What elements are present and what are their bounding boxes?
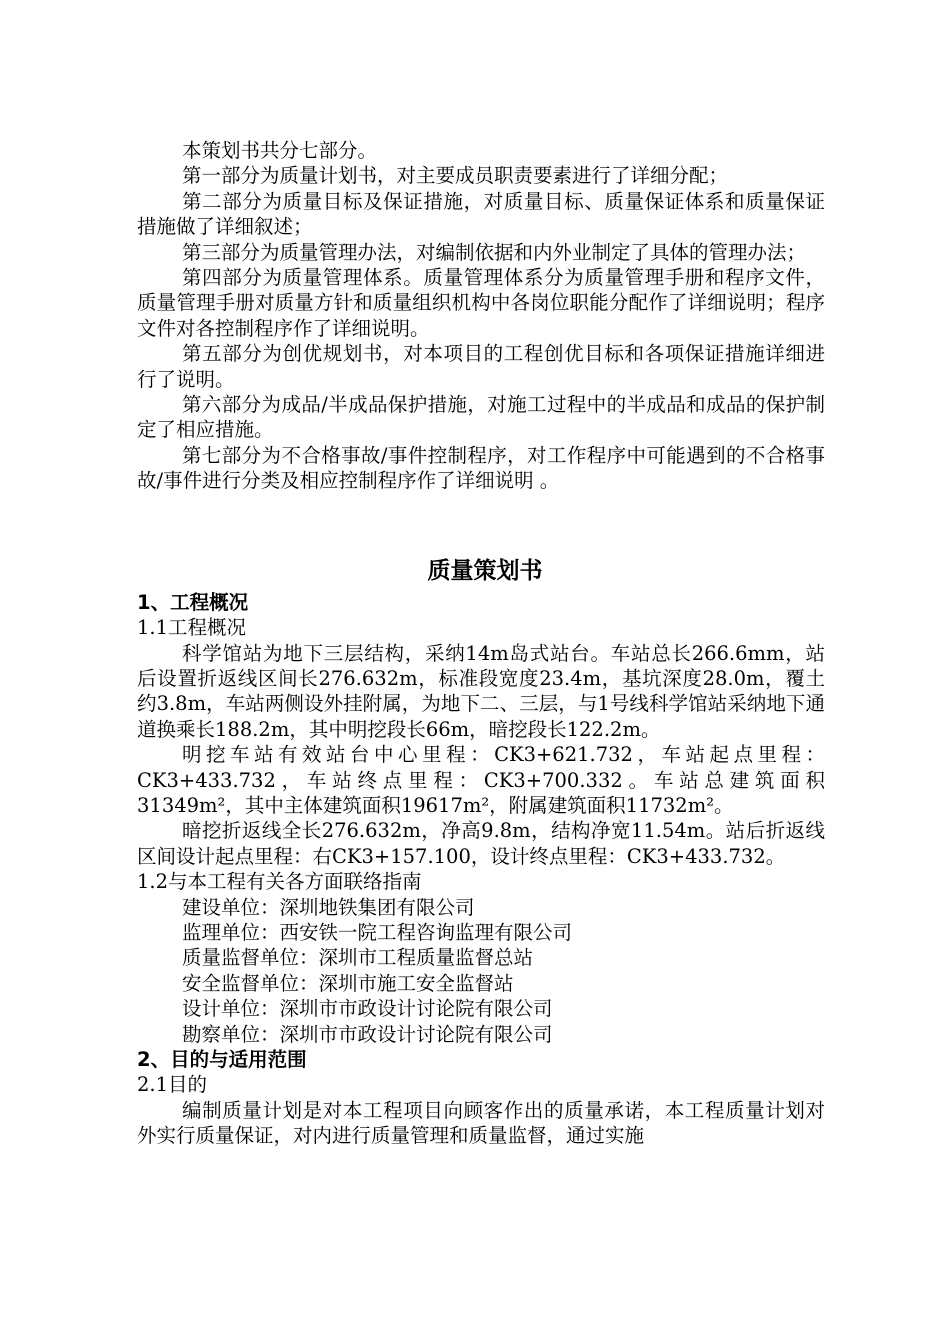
subsection-heading: 1.2与本工程有关各方面联络指南 [137, 870, 422, 894]
intro-paragraph: 第六部分为成品/半成品保护措施，对施工过程中的半成品和成品的保护制定了相应措施。 [137, 393, 825, 442]
intro-paragraph: 第二部分为质量目标及保证措施，对质量目标、质量保证体系和质量保证措施做了详细叙述； [137, 189, 825, 239]
body-paragraph: 暗挖折返线全长276.632m，净高9.8m，结构净宽11.54m。站后折返线区间设计起点里程：右CK3+157.100，设计终点里程：CK3+433.732。 [137, 819, 825, 868]
body-paragraph: 科学馆站为地下三层结构，采纳14m岛式站台。车站总长266.6mm，站后设置折返线区间长276.632m，标准段宽度23.4m，基坑深度28.0m，覆土约3.8m，车站两侧设外挂附属，为地下二、三层，与1号线科学馆站采纳地下通道换乘长188.2m，其中明挖段长66m，暗挖段长122.2m。 [137, 641, 825, 741]
intro-paragraph: 本策划书共分七部分。 [182, 139, 378, 162]
intro-paragraph: 第五部分为创优规划书，对本项目的工程创优目标和各项保证措施详细进行了说明。 [137, 342, 825, 391]
subsection-heading: 1.1工程概况 [137, 616, 247, 640]
section-heading: 1、工程概况 [137, 590, 249, 614]
intro-paragraph: 第四部分为质量管理体系。质量管理体系分为质量管理手册和程序文件，质量管理手册对质量方针和质量组织机构中各岗位职能分配作了详细说明；程序文件对各控制程序作了详细说明。 [137, 266, 825, 340]
contact-item: 监理单位：西安铁一院工程咨询监理有限公司 [182, 920, 573, 944]
contact-item: 质量监督单位：深圳市工程质量监督总站 [182, 946, 534, 970]
body-paragraph: 明挖车站有效站台中心里程：CK3+621.732，车站起点里程：CK3+433.732，车站终点里程：CK3+700.332。车站总建筑面积31349m²，其中主体建筑面积19617m²，附属建筑面积11732m²。 [137, 743, 825, 817]
document-title: 质量策划书 [427, 557, 543, 584]
contact-item: 建设单位：深圳地铁集团有限公司 [182, 895, 475, 919]
contact-item: 设计单位：深圳市市政设计讨论院有限公司 [182, 997, 553, 1021]
document-page [137, 138, 825, 1149]
subsection-heading: 2.1目的 [137, 1073, 208, 1097]
contact-item: 安全监督单位：深圳市施工安全监督站 [182, 971, 514, 995]
section-heading: 2、目的与适用范围 [137, 1048, 307, 1071]
intro-paragraph: 第一部分为质量计划书，对主要成员职责要素进行了详细分配； [182, 164, 729, 188]
contact-item: 勘察单位：深圳市市政设计讨论院有限公司 [182, 1022, 553, 1046]
intro-paragraph: 第三部分为质量管理办法，对编制依据和内外业制定了具体的管理办法； [182, 240, 807, 264]
spacer [137, 494, 825, 554]
body-paragraph: 编制质量计划是对本工程项目向顾客作出的质量承诺，本工程质量计划对外实行质量保证，对内进行质量管理和质量监督，通过实施 [137, 1098, 825, 1148]
intro-paragraph: 第七部分为不合格事故/事件控制程序，对工作程序中可能遇到的不合格事故/事件进行分类及相应控制程序作了详细说明 。 [137, 443, 825, 493]
